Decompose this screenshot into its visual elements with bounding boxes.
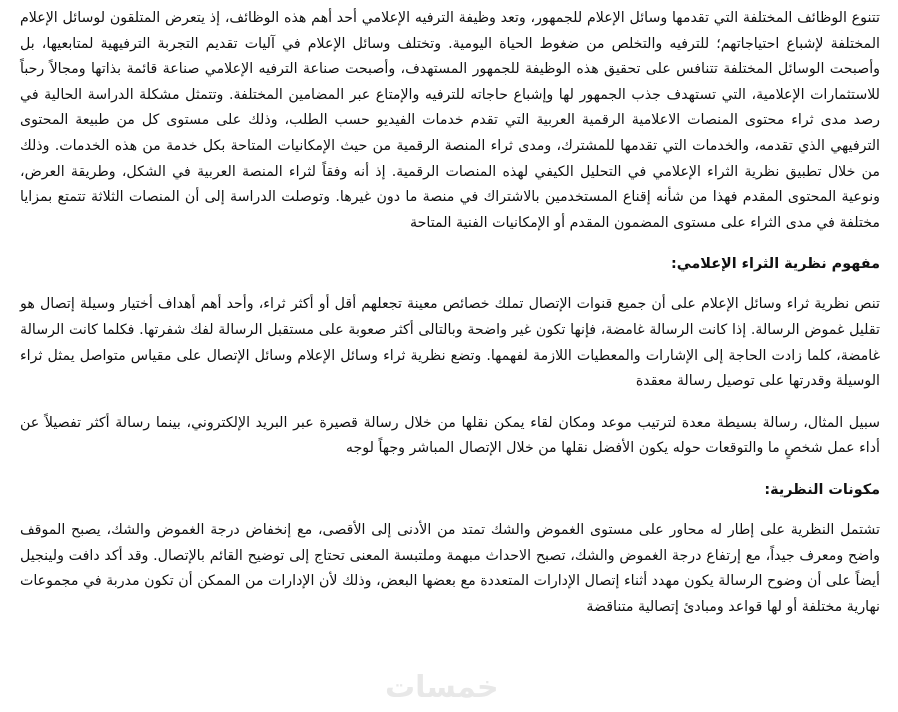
spacer	[20, 276, 880, 292]
spacer	[20, 502, 880, 518]
spacer	[20, 462, 880, 478]
heading-theory-components: مكونات النظرية:	[764, 481, 880, 498]
theory-paragraph: تنص نظرية ثراء وسائل الإعلام على أن جميع قنوات الإتصال تملك خصائص معينة تجعلهم أقل أو أكثر ثراء، وأحد أهم أهداف أختيار وسيلة إتصال هو تقليل غموض الرسالة. إذا كانت الرسالة غامضة، فإنها تكون غير واضحة وبالتالى أكثر صعوبة على مستقبل الرسالة لفك شفرتها. فكلما كانت الرسالة غامضة، كلما زادت الحاجة إلى الإشارات والمعطيات اللازمة لفهمها. وتضع نظرية ثراء وسائل الإعلام وسائل الإتصال على مقياس متواصل يمثل ثراء الوسيلة وقدرتها على توصيل رسالة معقدة	[20, 296, 880, 390]
intro-paragraph: تتنوع الوظائف المختلفة التي تقدمها وسائل الإعلام للجمهور، وتعد وظيفة الترفيه الإعلامي أحد أهم هذه الوظائف، إذ يتعرض المتلقون لوسائل الإعلام المختلفة لإشباع احتياجاتهم؛ للترفيه والتخلص من ضغوط الحياة اليومية. وتختلف وسائل الإعلام في آليات تقديم التجربة الترفيهية لمتابعيها، بل وأصبحت الوسائل المختلفة تتنافس على تحقيق هذه الوظيفة للجمهور المستهدف، وأصبحت صناعة الترفيه الإعلامي صناعة قائمة بذاتها ومجالاً رحباً للاستثمارات الإعلامية، التي تستهدف جذب الجمهور لها وإشباع حاجاته للترفيه والإمتاع عبر المضامين المختلفة. وتتمثل مشكلة الدراسة الحالية في رصد مدى ثراء محتوى المنصات الاعلامية الرقمية العربية التي تقدم خدمات الفيديو حسب الطلب، وذلك على مستوى كل من طبيعة المحتوى الترفيهي الذي تقدمه، والخدمات التي تقدمها للمشترك، ومدى ثراء المنصة الرقمية من حيث الإمكانيات المتاحة بكل خدمة من هذه الخدمات. وذلك من خلال تطبيق نظرية الثراء الإعلامي في التحليل الكيفي لهذه المنصات الرقمية. إذ أنه وفقاً لثراء المنصة العربية في الشكل، وطريقة العرض، ونوعية المحتوى المقدم فهذا من شأنه إقناع المستخدمين بالاشتراك في منصة ما دون غيرها. وتوصلت الدراسة إلى أن المنصات الثلاثة تتمتع بمزايا مختلفة في مدى الثراء على مستوى المضمون المقدم أو الإمكانيات الفنية المتاحة	[20, 10, 880, 231]
watermark-logo: خمسات	[385, 670, 499, 705]
spacer	[20, 236, 880, 252]
spacer	[20, 395, 880, 411]
example-paragraph: سبيل المثال، رسالة بسيطة معدة لترتيب موعد ومكان لقاء يمكن نقلها من خلال رسالة قصيرة عبر البريد الإلكتروني، بينما رسالة أكثر تفصيلاً عن أداء عمل شخصٍ ما والتوقعات حوله يكون الأفضل نقلها من خلال الإتصال المباشر وجهاً لوجه	[20, 414, 880, 457]
heading-media-richness-concept: مفهوم نظرية الثراء الإعلامي:	[671, 256, 880, 273]
components-paragraph: تشتمل النظرية على إطار له محاور على مستوى الغموض والشك تمتد من الأدنى إلى الأقصى، مع إنخفاض درجة الغموض والشك، يصبح الموقف واضح ومعرف جيداً، مع إرتفاع درجة الغموض والشك، تصبح الاحداث مبهمة وملتبسة المعنى تحتاج إلى توضيح القائم بالإتصال. وقد أكد دافت ولينجيل أيضاً على أن وضوح الرسالة يكون مهدد أثناء إتصال الإدارات المتعددة مع بعضها البعض، وذلك لأن الإدارات من الممكن أن تكون مدربة في مجموعات نهارية مختلفة أو لها قواعد ومبادئ إتصالية متناقضة	[20, 521, 880, 615]
